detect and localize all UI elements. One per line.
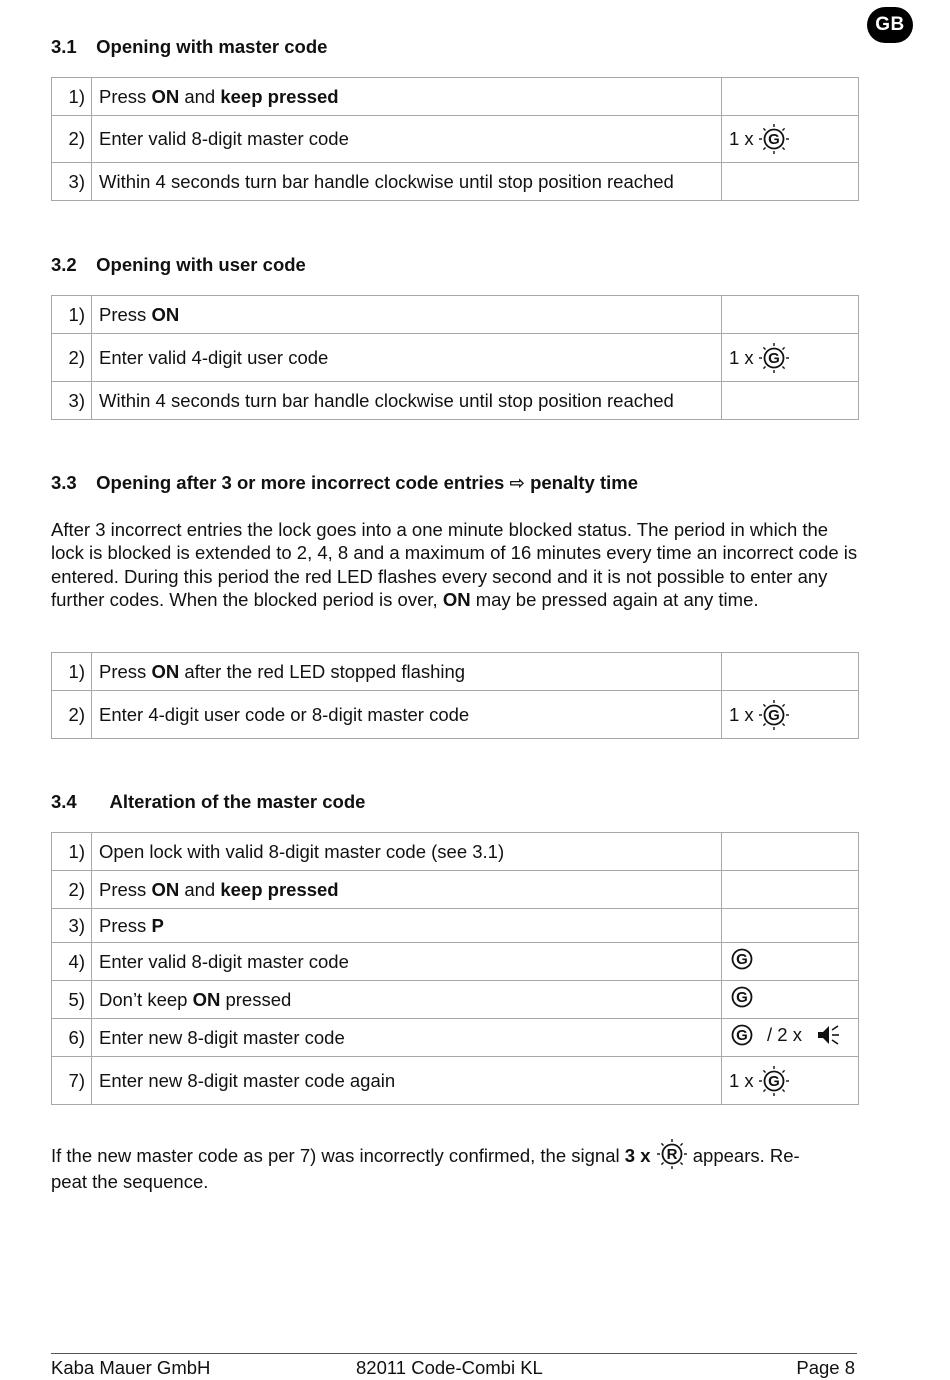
step-row xyxy=(52,871,859,909)
section-heading: Opening with user code xyxy=(96,254,306,275)
step-signal xyxy=(722,334,859,382)
step-number: 1) xyxy=(52,653,92,691)
step-signal xyxy=(722,1057,859,1105)
step-instruction xyxy=(92,981,722,1019)
step-instruction xyxy=(92,334,722,382)
green-led-flash-icon xyxy=(758,123,790,155)
svg-text:G: G xyxy=(736,1027,748,1044)
closing-note-text: If the new master code as per 7) was incorrectly confirmed, the signal xyxy=(51,1145,625,1166)
step-instruction xyxy=(92,833,722,871)
step-row xyxy=(52,1057,859,1105)
step-row xyxy=(52,653,859,691)
step-instruction-text: Press xyxy=(99,914,152,936)
step-signal xyxy=(722,691,859,739)
step-instruction-text: after the red LED stopped flashing xyxy=(179,660,466,682)
step-instruction xyxy=(92,909,722,943)
svg-text:G: G xyxy=(736,951,748,968)
step-instruction-key: ON xyxy=(151,85,180,107)
footer-product: 82011 Code-Combi KL xyxy=(356,1357,543,1378)
paragraph-text: may be pressed again at any time. xyxy=(470,588,759,610)
step-instruction xyxy=(92,78,722,116)
step-signal xyxy=(722,653,859,691)
section-heading-tail: penalty time xyxy=(530,472,639,493)
svg-text:R: R xyxy=(666,1146,678,1163)
step-signal xyxy=(722,296,859,334)
green-led-flash-icon xyxy=(758,342,790,374)
step-instruction-text: and xyxy=(179,85,221,107)
step-instruction-text: Enter 4-digit user code or 8-digit master code xyxy=(99,703,470,725)
step-signal xyxy=(722,909,859,943)
step-number: 5) xyxy=(52,981,92,1019)
section-title-3-1 xyxy=(51,36,327,58)
svg-text:G: G xyxy=(767,349,780,367)
step-signal xyxy=(722,981,859,1019)
step-number: 6) xyxy=(52,1019,92,1057)
svg-text:G: G xyxy=(767,131,780,148)
step-row xyxy=(52,691,859,739)
footer-rule xyxy=(51,1353,857,1354)
green-led-icon xyxy=(729,1022,755,1048)
paragraph-text: After 3 incorrect entries the lock goes into a one minute blocked status. The period in which the lock is blocked is extended to 2, 4, 8 and a maximum of 16 minutes every time an incorrect code is entered. During this period the red LED flashes every second and it is not possible to enter any further codes. When the blocked period is over, xyxy=(51,519,858,610)
step-row xyxy=(52,382,859,420)
step-instruction-key: keep pressed xyxy=(220,878,339,900)
step-instruction-text: Open lock with valid 8-digit master code (see 3.1) xyxy=(99,840,505,862)
section-number: 3.3 xyxy=(51,472,77,493)
section-title-3-2 xyxy=(51,254,306,276)
red-led-flash-icon xyxy=(656,1138,688,1170)
step-instruction-text: Enter new 8-digit master code xyxy=(99,1026,345,1048)
step-instruction-text: Press xyxy=(99,660,152,682)
step-row xyxy=(52,163,859,201)
step-instruction-key: ON xyxy=(192,988,221,1010)
step-instruction xyxy=(92,1057,722,1105)
step-instruction-text: pressed xyxy=(220,988,292,1010)
step-instruction xyxy=(92,653,722,691)
step-instruction xyxy=(92,382,722,420)
steps-table-3-1 xyxy=(51,77,859,201)
step-instruction-text: Enter valid 8-digit master code xyxy=(99,950,349,972)
step-signal xyxy=(722,78,859,116)
svg-text:G: G xyxy=(736,989,748,1006)
step-instruction-text: Enter valid 8-digit master code xyxy=(99,128,349,149)
step-instruction-key: ON xyxy=(151,878,180,900)
section-heading: Alteration of the master code xyxy=(109,791,366,812)
arrow-icon: ⇨ xyxy=(509,472,525,493)
steps-table-3-3 xyxy=(51,652,859,739)
step-number: 3) xyxy=(52,163,92,201)
step-number: 2) xyxy=(52,116,92,163)
section-heading: Opening after 3 or more incorrect code entries xyxy=(96,472,505,493)
step-instruction-text: Within 4 seconds turn bar handle clockwise until stop position reached xyxy=(99,389,674,411)
step-instruction-text: Press xyxy=(99,303,152,325)
step-instruction-text: Enter valid 4-digit user code xyxy=(99,346,329,368)
green-led-flash-icon xyxy=(758,1065,790,1097)
step-instruction xyxy=(92,691,722,739)
signal-count: 1 x xyxy=(729,703,754,725)
step-instruction xyxy=(92,116,722,163)
step-signal xyxy=(722,1019,859,1057)
paragraph-key: ON xyxy=(442,588,471,610)
signal-count: / 2 x xyxy=(767,1024,802,1045)
step-instruction-text: Press xyxy=(99,85,152,107)
step-row xyxy=(52,1019,859,1057)
buzzer-icon xyxy=(816,1024,842,1046)
step-signal xyxy=(722,382,859,420)
step-number: 1) xyxy=(52,78,92,116)
step-instruction xyxy=(92,296,722,334)
step-number: 2) xyxy=(52,334,92,382)
step-instruction-text: Press xyxy=(99,878,152,900)
step-instruction-key: ON xyxy=(151,660,180,682)
step-instruction-text: Don’t keep xyxy=(99,988,193,1010)
step-row xyxy=(52,981,859,1019)
step-instruction-text: Enter new 8-digit master code again xyxy=(99,1069,396,1091)
section-title-3-4 xyxy=(51,791,365,813)
step-row xyxy=(52,334,859,382)
closing-note-line2: peat the sequence. xyxy=(51,1171,209,1192)
step-signal xyxy=(722,163,859,201)
step-number: 2) xyxy=(52,691,92,739)
section-title-3-3 xyxy=(51,472,638,494)
section-number: 3.2 xyxy=(51,254,77,275)
step-number: 4) xyxy=(52,943,92,981)
step-row xyxy=(52,909,859,943)
section-number: 3.4 xyxy=(51,791,77,812)
footer-company: Kaba Mauer GmbH xyxy=(51,1357,211,1378)
step-instruction-key: keep pressed xyxy=(220,85,339,107)
step-row xyxy=(52,296,859,334)
green-led-icon xyxy=(729,946,755,972)
signal-count: 1 x xyxy=(729,1069,754,1091)
red-led-flash-icon xyxy=(656,1138,688,1170)
step-row xyxy=(52,943,859,981)
step-signal xyxy=(722,871,859,909)
step-number: 1) xyxy=(52,296,92,334)
section-number: 3.1 xyxy=(51,36,77,57)
signal-count: 1 x xyxy=(729,346,754,368)
step-number: 2) xyxy=(52,871,92,909)
step-number: 7) xyxy=(52,1057,92,1105)
green-led-flash-icon xyxy=(758,699,790,731)
step-row xyxy=(52,116,859,163)
svg-text:G: G xyxy=(767,706,780,724)
step-instruction-key: P xyxy=(151,914,164,936)
svg-text:G: G xyxy=(767,1072,780,1090)
step-signal xyxy=(722,116,859,163)
step-instruction xyxy=(92,1019,722,1057)
step-signal xyxy=(722,833,859,871)
step-row xyxy=(52,833,859,871)
footer-page-number: Page 8 xyxy=(796,1357,855,1378)
closing-note xyxy=(51,1138,863,1193)
step-row xyxy=(52,78,859,116)
step-instruction-text: and xyxy=(179,878,221,900)
step-instruction xyxy=(92,943,722,981)
step-instruction-text: Within 4 seconds turn bar handle clockwise until stop position reached xyxy=(99,170,674,192)
language-badge: GB xyxy=(867,7,913,43)
green-led-icon xyxy=(729,984,755,1010)
section-heading: Opening with master code xyxy=(96,36,328,57)
closing-note-count: 3 x xyxy=(624,1145,651,1166)
closing-note-text-end: appears. Re- xyxy=(687,1145,800,1166)
step-instruction-key: ON xyxy=(151,303,180,325)
steps-table-3-4 xyxy=(51,832,859,1105)
penalty-paragraph xyxy=(51,518,863,611)
step-number: 3) xyxy=(52,382,92,420)
step-number: 3) xyxy=(52,909,92,943)
step-instruction xyxy=(92,871,722,909)
step-instruction xyxy=(92,163,722,201)
step-number: 1) xyxy=(52,833,92,871)
signal-count: 1 x xyxy=(729,128,754,149)
steps-table-3-2 xyxy=(51,295,859,420)
step-signal xyxy=(722,943,859,981)
